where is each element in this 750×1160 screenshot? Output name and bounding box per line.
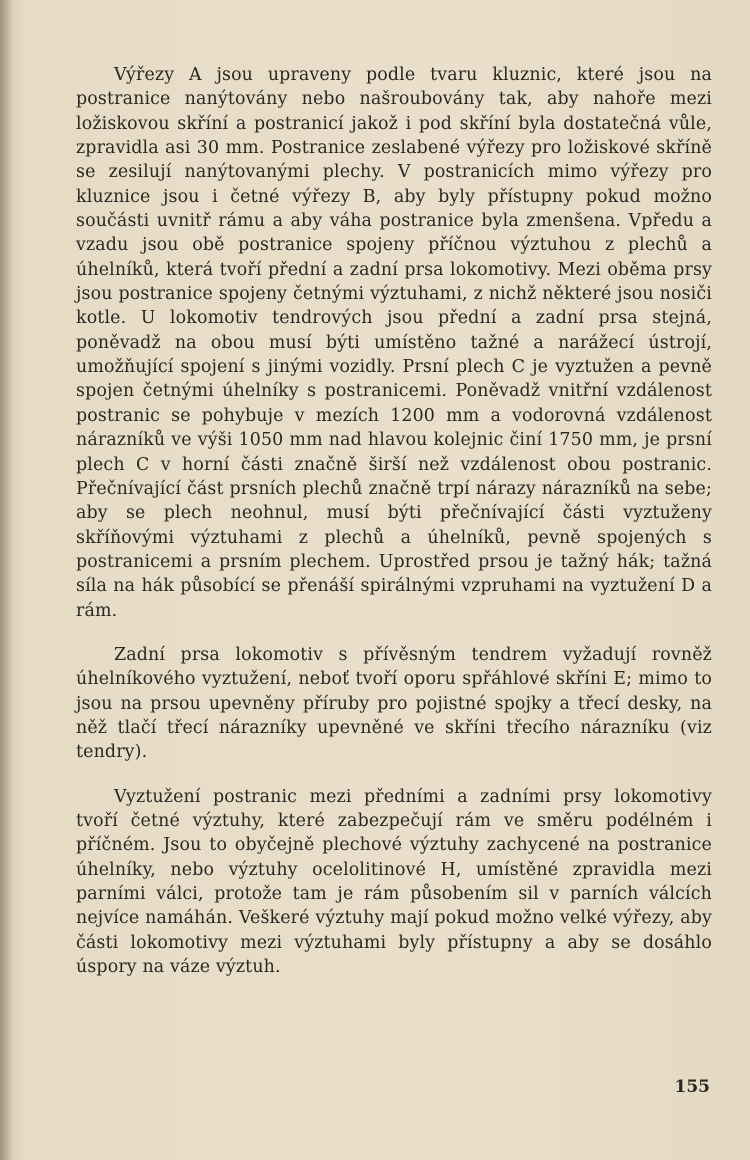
spine-shadow xyxy=(0,0,14,1160)
paragraph-2: Zadní prsa lokomotiv s přívěsným tendrem vyžadují rovněž úhelníkového vyztužení, neboť tvoří oporu spřáhlové skříni E; mimo to jsou na prsou upevněny příruby pro pojistné spojky a třecí desky, na něž tlačí třecí nárazníky upevněné ve skříni třecího nárazníku (viz tendry). xyxy=(76,644,712,763)
page-number: 155 xyxy=(674,1077,710,1097)
body-text xyxy=(76,63,712,979)
paragraph-1: Výřezy A jsou upraveny podle tvaru kluznic, které jsou na postranice nanýtovány nebo našroubovány tak, aby nahoře mezi ložiskovou skříní a postranicí jakož i pod skříní byla dostatečná vůle, zpravidla asi 30 mm. Postranice zeslabené výřezy pro ložiskové skříně se zesilují nanýtovanými plechy. V postranicích mimo výřezy pro kluznice jsou i četné výřezy B, aby byly přístupny pokud možno součásti uvnitř rámu a aby váha postranice byla zmenšena. Vpředu a vzadu jsou obě postranice spojeny příčnou výztuhou z plechů a úhelníků, která tvoří přední a zadní prsa lokomotivy. Mezi oběma prsy jsou postranice spojeny četnými výztuhami, z nichž některé jsou nosiči kotle. U lokomotiv tendrových jsou přední a zadní prsa stejná, poněvadž na obou musí býti umístěno tažné a narážecí ústrojí, umožňující spojení s jinými vozidly. Prsní plech C je vyztužen a pevně spojen četnými úhelníky s postranicemi. Poněvadž vnitřní vzdálenost postranic se pohybuje v mezích 1200 mm a vodorovná vzdálenost nárazníků ve výši 1050 mm nad hlavou kolejnic činí 1750 mm, je prsní plech C v horní části značně širší než vzdálenost obou postranic. Přečnívající část prsních plechů značně trpí nárazy nárazníků na sebe; aby se plech neohnul, musí býti přečnívající části vyztuženy skříňovými výztuhami z plechů a úhelníků, pevně spojených s postranicemi a prsním plechem. Uprostřed prsou je tažný hák; tažná síla na hák působící se přenáší spirálnými vzpruhami na vyztužení D a rám. xyxy=(76,65,712,621)
paragraph-3: Vyztužení postranic mezi předními a zadními prsy lokomotivy tvoří četné výztuhy, které zabezpečují rám ve směru podélném i příčném. Jsou to obyčejně plechové výztuhy zachycené na postranice úhelníky, nebo výztuhy ocelolitinové H, umístěné zpravidla mezi parními válci, protože tam je rám působením sil v parních válcích nejvíce namáhán. Veškeré výztuhy mají pokud možno velké výřezy, aby části lokomotivy mezi výztuhami byly přístupny a aby se dosáhlo úspory na váze výztuh. xyxy=(76,786,712,978)
